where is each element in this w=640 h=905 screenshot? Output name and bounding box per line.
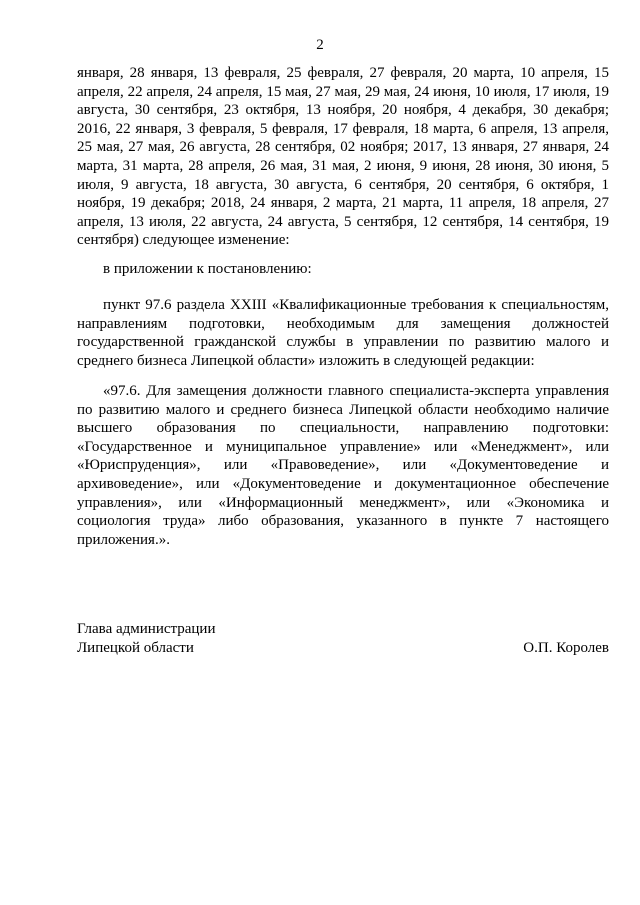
signatory-title-line1: Глава администрации bbox=[77, 621, 216, 637]
appendix-intro-paragraph: в приложении к постановлению: bbox=[103, 261, 312, 277]
new-clause-paragraph: «97.6. Для замещения должности главного специалиста-эксперта управления по развитию малого и среднего бизнеса Липецкой области необходимо наличие высшего образования по специальности, направлению подготовки: «Государственное и муниципальное управление» или «Менеджмент», или «Юриспруденция», или «Правоведение», или «Документоведение и архивоведение», или «Документоведение и документационное обеспечение управления», или «Информационный менеджмент», или «Экономика и социология труда» либо образования, указанного в пункте 7 настоящего приложения.». bbox=[77, 383, 609, 548]
clause-intro-paragraph: пункт 97.6 раздела XXIII «Квалификационные требования к специальностям, направлениям подготовки, необходимым для замещения должностей государственной гражданской службы в управлении по развитию малого и среднего бизнеса Липецкой области» изложить в следующей редакции: bbox=[77, 297, 609, 369]
signatory-title-line2: Липецкой области bbox=[77, 640, 194, 656]
dates-continuation-paragraph: января, 28 января, 13 февраля, 25 февраля, 27 февраля, 20 марта, 10 апреля, 15 апреля, 22 апреля, 24 апреля, 15 мая, 27 мая, 29 мая, 24 июня, 10 июля, 17 июля, 19 августа, 30 сентября, 23 октября, 13 ноября, 20 ноября, 4 декабря, 30 декабря; 2016, 22 января, 3 февраля, 5 февраля, 17 февраля, 18 марта, 6 апреля, 13 апреля, 25 мая, 27 мая, 26 августа, 28 сентября, 02 ноября; 2017, 13 января, 27 января, 24 марта, 31 марта, 28 апреля, 26 мая, 31 мая, 2 июня, 9 июня, 28 июня, 30 июня, 5 июля, 9 августа, 18 августа, 30 августа, 6 сентября, 20 сентября, 6 октября, 1 ноября, 19 декабря; 2018, 24 января, 2 марта, 21 марта, 11 апреля, 18 апреля, 27 апреля, 13 июля, 22 августа, 24 августа, 5 сентября, 12 сентября, 14 сентября, 19 сентября) следующее изменение: bbox=[77, 65, 609, 249]
signature-block bbox=[77, 620, 609, 658]
signatory-name: О.П. Королев bbox=[523, 640, 609, 656]
page-number: 2 bbox=[316, 37, 324, 53]
